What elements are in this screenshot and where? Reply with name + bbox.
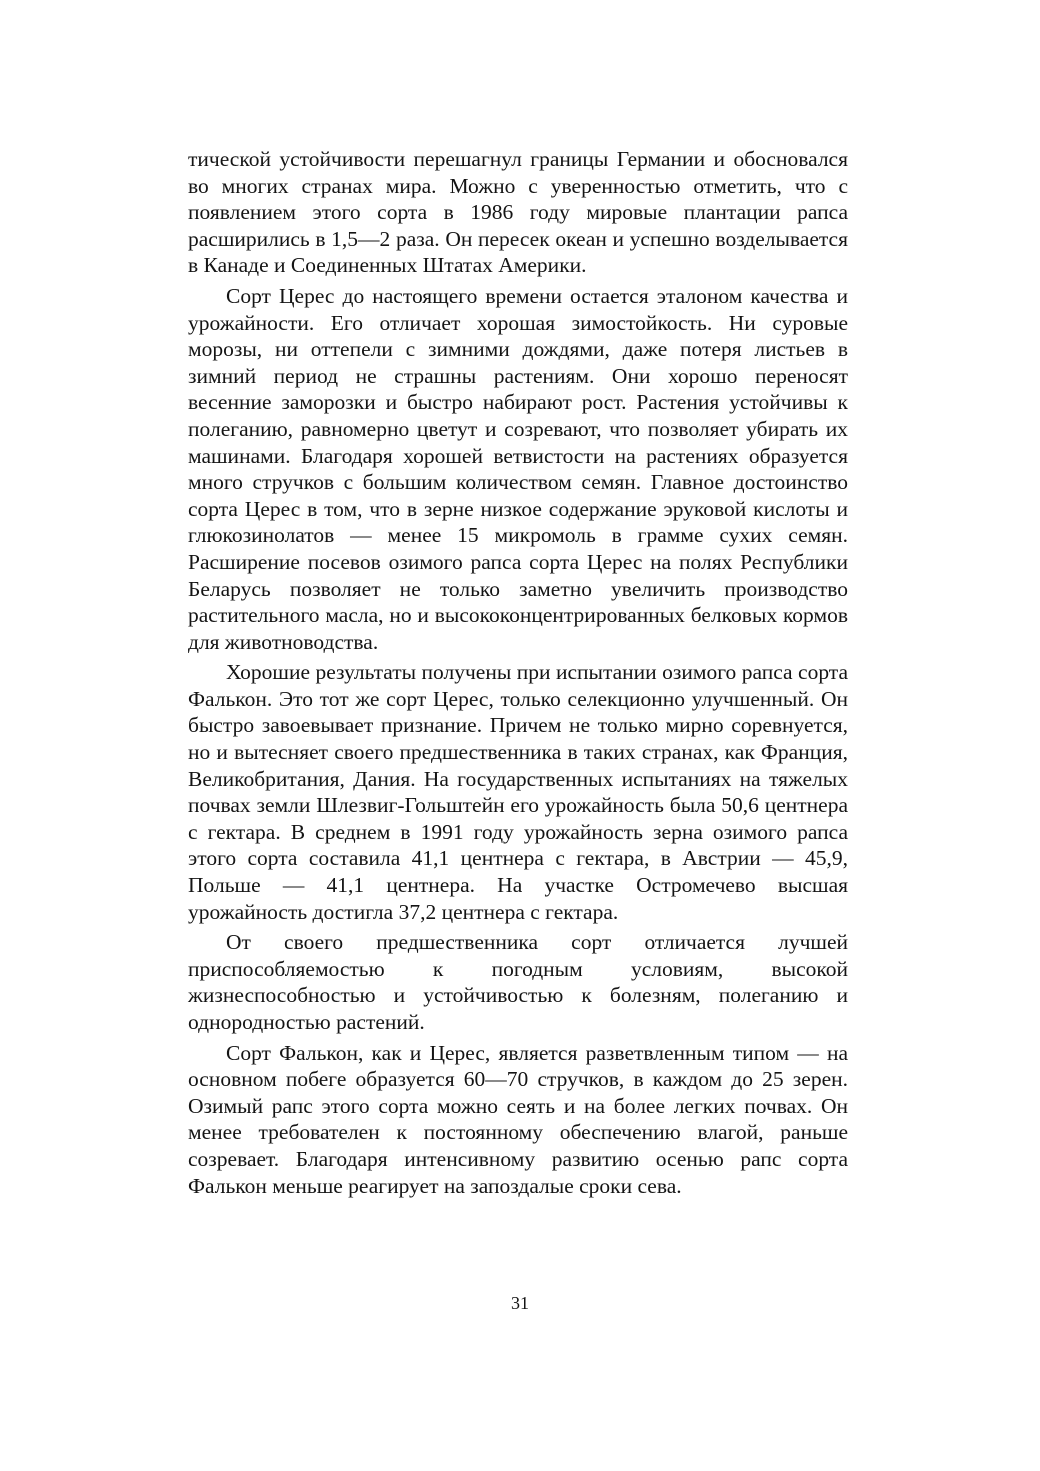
paragraph-falcon-results: Хорошие результаты получены при испытании озимого рапса сорта Фалькон. Это тот же сорт Церес, только селекционно улучшенный. Он быстро завоевывает признание. Причем не только мирно соревнуется, но и вытесняет своего предшественника в таких странах, как Франция, Великобритания, Дания. На государственных испытаниях на тяжелых почвах земли Шлезвиг-Гольштейн его урожайность была 50,6 центнера с гектара. В среднем в 1991 году урожайность зерна озимого рапса этого сорта составила 41,1 центнера с гектара, в Австрии — 45,9, Польше — 41,1 центнера. На участке Остромечево высшая урожайность достигла 37,2 центнера с гектара.: [188, 660, 848, 924]
paragraph-ceres-variety: Сорт Церес до настоящего времени остается эталоном качества и урожайности. Его отличает хорошая зимостойкость. Ни суровые морозы, ни оттепели с зимними дождями, даже потеря листьев в зимний период не страшны растениям. Они хорошо переносят весенние заморозки и быстро набирают рост. Растения устойчивы к полеганию, равномерно цветут и созревают, что позволяет убирать их машинами. Благодаря хорошей ветвистости на растениях образуется много стручков с большим количеством семян. Главное достоинство сорта Церес в том, что в зерне низкое содержание эруковой кислоты и глюкозинолатов — менее 15 микромоль в грамме сухих семян. Расширение посевов озимого рапса сорта Церес на полях Республики Беларусь позволяет не только заметно увеличить производство растительного масла, но и высококонцентрированных белковых кормов для животноводства.: [188, 283, 848, 654]
paragraph-continuation: тической устойчивости перешагнул границы Германии и обосновался во многих странах мира. Можно с уверенностью отметить, что с появлением этого сорта в 1986 году мировые плантации рапса расширились в 1,5—2 раза. Он пересек океан и успешно возделывается в Канаде и Соединенных Штатах Америки.: [188, 147, 848, 278]
body-text: [188, 146, 848, 1199]
paragraph-falcon-type: Сорт Фалькон, как и Церес, является разветвленным типом — на основном побеге образуется 60—70 стручков, в каждом до 25 зерен. Озимый рапс этого сорта можно сеять и на более легких почвах. Он менее требователен к постоянному обеспечению влагой, раньше созревает. Благодаря интенсивному развитию осенью рапс сорта Фалькон меньше реагирует на запоздалые сроки сева.: [188, 1040, 848, 1198]
paragraph-falcon-advantages: От своего предшественника сорт отличается лучшей приспособляемостью к погодным условиям, высокой жизнеспособностью и устойчивостью к болезням, полеганию и однородностью растений.: [188, 930, 848, 1034]
page-number: 31: [511, 1293, 529, 1313]
